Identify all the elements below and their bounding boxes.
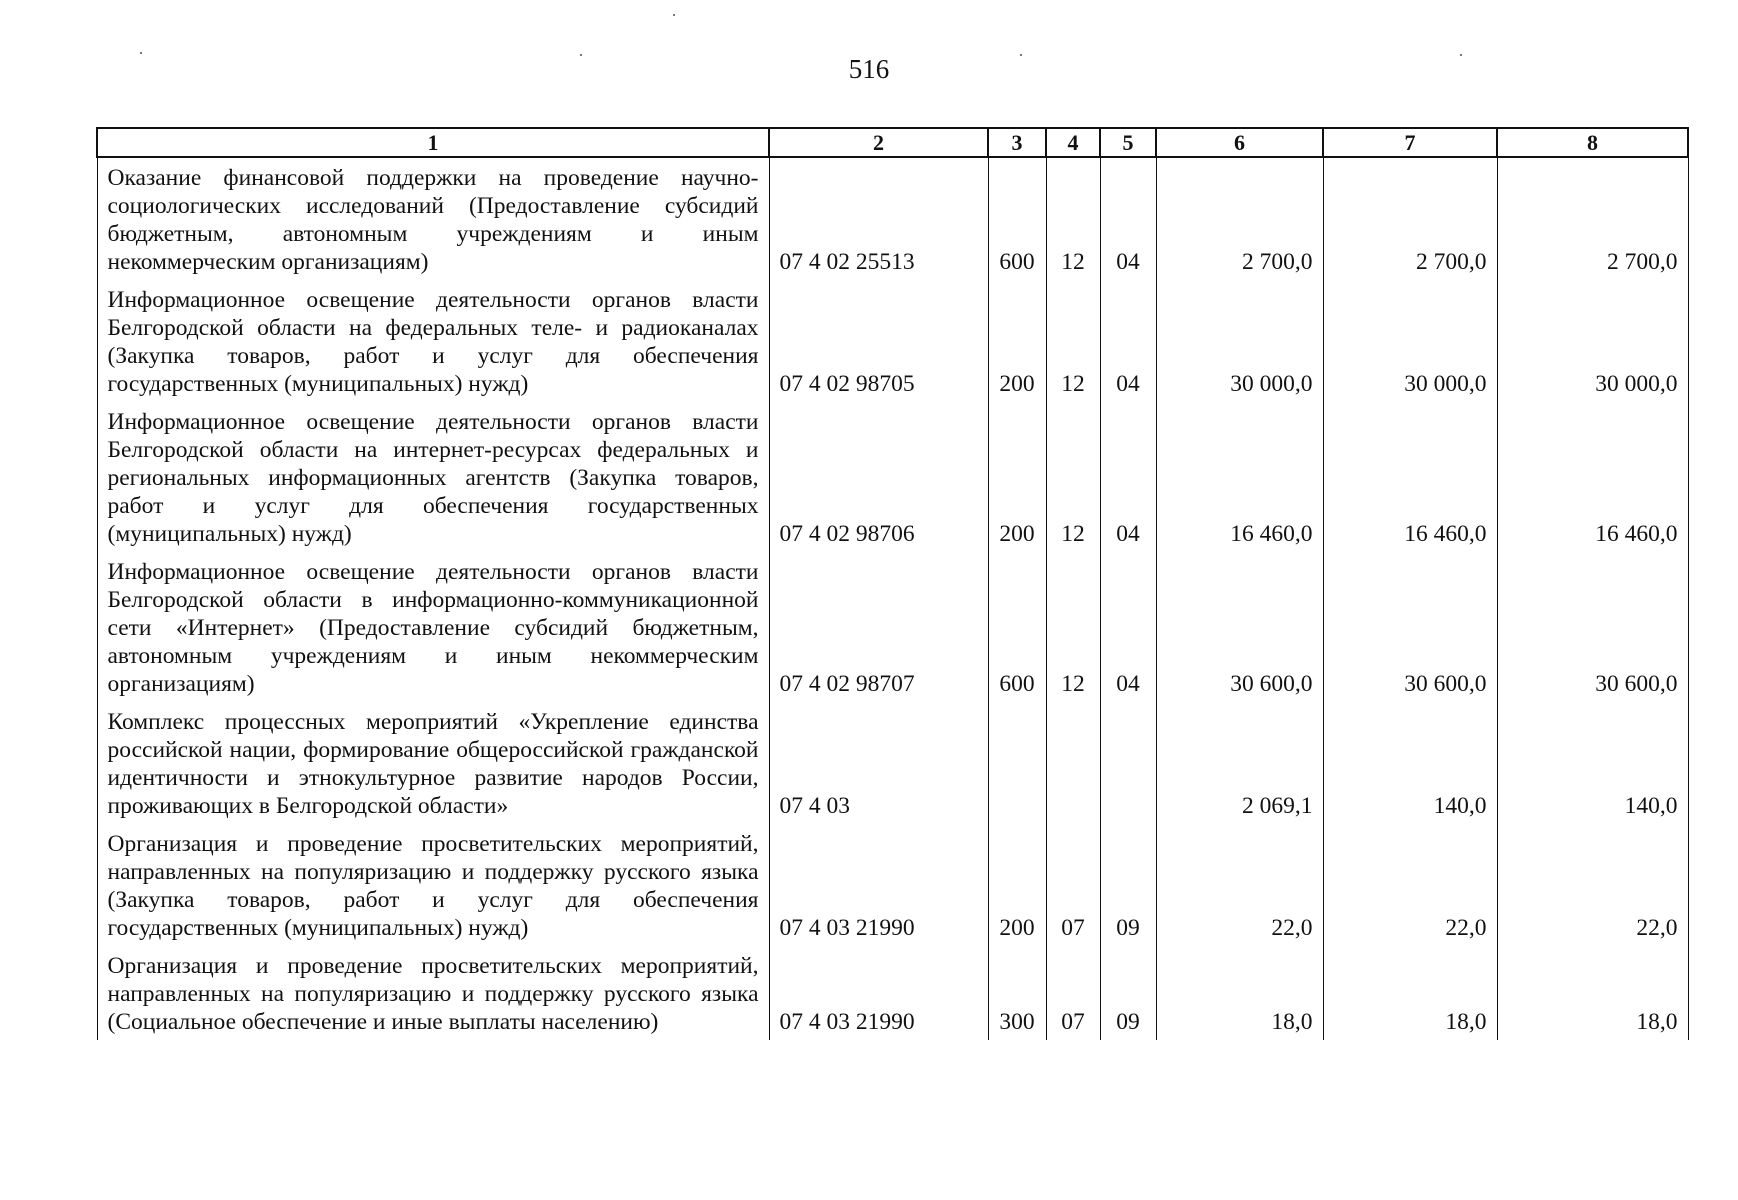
row-amount-col7: 2 700,0 bbox=[1323, 157, 1497, 280]
row-section bbox=[1046, 702, 1100, 824]
row-description: Оказание финансовой поддержки на проведение научно-социологических исследований (Предоставление субсидий бюджетным, автономным учреждениям и иным некоммерческим организациям) bbox=[97, 157, 769, 280]
row-amount-col8: 30 000,0 bbox=[1497, 280, 1688, 402]
row-expense-type: 300 bbox=[988, 946, 1046, 1040]
column-header-4: 4 bbox=[1046, 128, 1100, 157]
row-amount-col6: 30 600,0 bbox=[1156, 552, 1323, 702]
row-subsection: 04 bbox=[1100, 552, 1156, 702]
row-target-code: 07 4 02 98707 bbox=[769, 552, 988, 702]
row-amount-col7: 140,0 bbox=[1323, 702, 1497, 824]
scan-speck bbox=[673, 14, 675, 16]
row-amount-col8: 22,0 bbox=[1497, 824, 1688, 946]
table-row bbox=[97, 552, 1688, 702]
row-section: 12 bbox=[1046, 157, 1100, 280]
table-row bbox=[97, 702, 1688, 824]
row-amount-col8: 30 600,0 bbox=[1497, 552, 1688, 702]
row-amount-col6: 30 000,0 bbox=[1156, 280, 1323, 402]
row-amount-col7: 22,0 bbox=[1323, 824, 1497, 946]
table-row bbox=[97, 157, 1688, 280]
table-row bbox=[97, 824, 1688, 946]
row-expense-type: 200 bbox=[988, 402, 1046, 552]
row-amount-col8: 140,0 bbox=[1497, 702, 1688, 824]
page-number: 516 bbox=[848, 54, 890, 84]
row-expense-type: 200 bbox=[988, 280, 1046, 402]
row-target-code: 07 4 03 21990 bbox=[769, 946, 988, 1040]
column-header-2: 2 bbox=[769, 128, 988, 157]
row-amount-col8: 16 460,0 bbox=[1497, 402, 1688, 552]
column-header-8: 8 bbox=[1497, 128, 1688, 157]
row-description: Организация и проведение просветительских мероприятий, направленных на популяризацию и поддержку русского языка (Социальное обеспечение и иные выплаты населению) bbox=[97, 946, 769, 1040]
row-target-code: 07 4 03 21990 bbox=[769, 824, 988, 946]
row-amount-col8: 18,0 bbox=[1497, 946, 1688, 1040]
row-section: 12 bbox=[1046, 552, 1100, 702]
table-row bbox=[97, 946, 1688, 1040]
row-amount-col6: 18,0 bbox=[1156, 946, 1323, 1040]
row-description: Информационное освещение деятельности органов власти Белгородской области в информационно-коммуникационной сети «Интернет» (Предоставление субсидий бюджетным, автономным учреждениям и иным некоммерческим организациям) bbox=[97, 552, 769, 702]
column-header-6: 6 bbox=[1156, 128, 1323, 157]
header-row bbox=[97, 128, 1688, 157]
row-expense-type: 600 bbox=[988, 552, 1046, 702]
row-subsection: 09 bbox=[1100, 824, 1156, 946]
row-expense-type bbox=[988, 702, 1046, 824]
row-section: 07 bbox=[1046, 824, 1100, 946]
row-amount-col7: 30 600,0 bbox=[1323, 552, 1497, 702]
row-amount-col7: 18,0 bbox=[1323, 946, 1497, 1040]
column-header-3: 3 bbox=[988, 128, 1046, 157]
row-subsection bbox=[1100, 702, 1156, 824]
row-target-code: 07 4 02 98705 bbox=[769, 280, 988, 402]
row-target-code: 07 4 03 bbox=[769, 702, 988, 824]
column-header-5: 5 bbox=[1100, 128, 1156, 157]
row-target-code: 07 4 02 25513 bbox=[769, 157, 988, 280]
row-amount-col6: 16 460,0 bbox=[1156, 402, 1323, 552]
row-section: 12 bbox=[1046, 280, 1100, 402]
row-amount-col6: 2 700,0 bbox=[1156, 157, 1323, 280]
row-amount-col6: 2 069,1 bbox=[1156, 702, 1323, 824]
row-subsection: 04 bbox=[1100, 280, 1156, 402]
row-target-code: 07 4 02 98706 bbox=[769, 402, 988, 552]
row-description: Информационное освещение деятельности органов власти Белгородской области на федеральных теле- и радиоканалах (Закупка товаров, работ и услуг для обеспечения государственных (муниципальных) нужд) bbox=[97, 280, 769, 402]
row-subsection: 04 bbox=[1100, 157, 1156, 280]
table-row bbox=[97, 280, 1688, 402]
row-expense-type: 600 bbox=[988, 157, 1046, 280]
column-header-7: 7 bbox=[1323, 128, 1497, 157]
table-row bbox=[97, 402, 1688, 552]
column-header-1: 1 bbox=[97, 128, 769, 157]
row-description: Информационное освещение деятельности органов власти Белгородской области на интернет-ресурсах федеральных и региональных информационных агентств (Закупка товаров, работ и услуг для обеспечения государственных (муниципальных) нужд) bbox=[97, 402, 769, 552]
row-amount-col7: 16 460,0 bbox=[1323, 402, 1497, 552]
row-subsection: 04 bbox=[1100, 402, 1156, 552]
row-amount-col8: 2 700,0 bbox=[1497, 157, 1688, 280]
row-amount-col6: 22,0 bbox=[1156, 824, 1323, 946]
row-section: 12 bbox=[1046, 402, 1100, 552]
row-description: Организация и проведение просветительских мероприятий, направленных на популяризацию и поддержку русского языка (Закупка товаров, работ и услуг для обеспечения государственных (муниципальных) нужд) bbox=[97, 824, 769, 946]
row-section: 07 bbox=[1046, 946, 1100, 1040]
row-description: Комплекс процессных мероприятий «Укрепление единства российской нации, формирование общероссийской гражданской идентичности и этнокультурное развитие народов России, проживающих в Белгородской области» bbox=[97, 702, 769, 824]
row-expense-type: 200 bbox=[988, 824, 1046, 946]
row-subsection: 09 bbox=[1100, 946, 1156, 1040]
row-amount-col7: 30 000,0 bbox=[1323, 280, 1497, 402]
budget-table bbox=[96, 127, 1689, 1040]
